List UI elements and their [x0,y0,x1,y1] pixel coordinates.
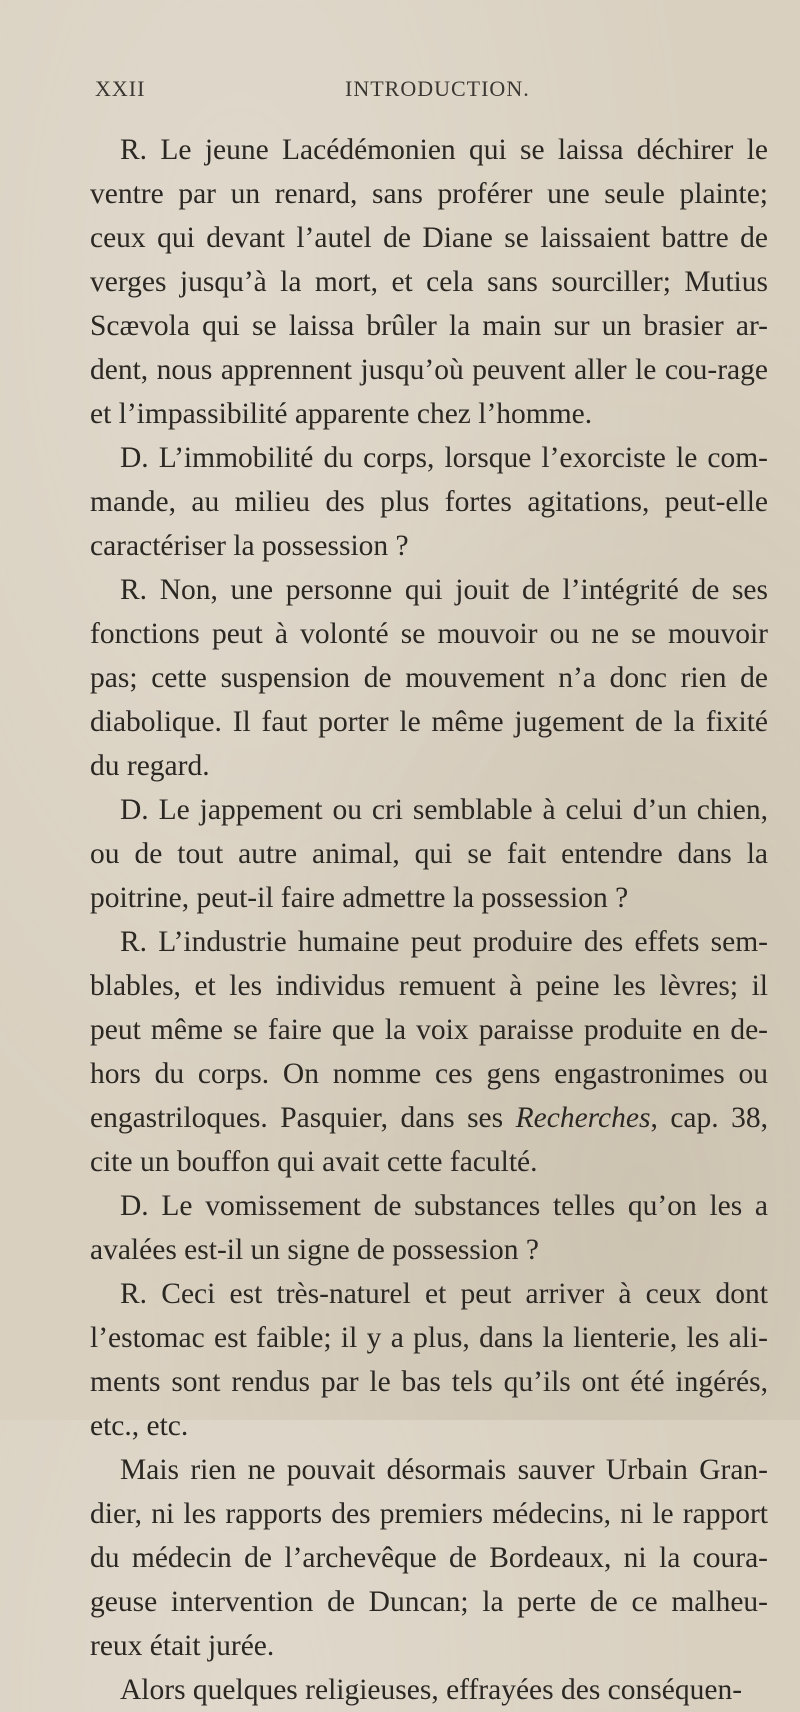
paragraph-text: Le jeune Lacédémonien qui se laissa déchirer le ventre par un renard, sans proférer une seule plainte; ceux qui devant l’autel de Diane se laissaient battre de verges jusqu’à la mort, et cela sans sourciller; Mutius Scævola qui se laissa brûler la main sur un brasier ar-dent, nous apprennent jusqu’où peuvent aller le cou-rage et l’impassibilité apparente chez l’homme. [90,134,768,430]
paragraph-text: L’immobilité du corps, lorsque l’exorciste le com-mande, au milieu des plus fortes agitations, peut-elle caractériser la possession ? [90,442,769,562]
paragraph-narrative-1 [90,1448,768,1668]
book-title-recherches: Recherches [515,1102,651,1134]
paragraph-text: Alors quelques religieuses, effrayées des conséquen- [120,1674,743,1706]
paragraph-text: Ceci est très-naturel et peut arriver à ceux dont l’estomac est faible; il y a plus, dans la lienterie, les ali-ments sont rendus par le bas tels qu’ils ont été ingérés, etc., etc. [90,1278,769,1442]
paragraph-text: Le vomissement de substances telles qu’on les a avalées est-il un signe de possession ? [90,1190,769,1266]
speaker-label: D. [120,794,149,826]
paragraph-text: Non, une personne qui jouit de l’intégrité de ses fonctions peut à volonté se mouvoir ou ne se mouvoir pas; cette suspension de mouvement n’a donc rien de diabolique. Il faut porter le même jugement de la fixité du regard. [90,574,769,782]
paragraph-answer-4 [90,1272,768,1448]
paragraph-question-1 [90,436,768,568]
speaker-label: D. [120,1190,149,1222]
page-number: XXII [95,76,146,101]
paragraph-answer-1 [90,128,768,436]
body-text [90,128,768,1712]
paragraph-narrative-2 [90,1668,768,1712]
speaker-label: R. [120,926,148,958]
running-title: INTRODUCTION. [345,76,530,101]
running-head [95,76,745,116]
speaker-label: D. [120,442,149,474]
speaker-label: R. [120,574,148,606]
paragraph-text-after: , cap. 38, cite un bouffon qui avait cette faculté. [90,1102,769,1178]
speaker-label: R. [120,134,148,166]
paragraph-question-3 [90,1184,768,1272]
paragraph-answer-3 [90,920,768,1184]
speaker-label: R. [120,1278,148,1310]
paragraph-question-2 [90,788,768,920]
paragraph-text: Mais rien ne pouvait désormais sauver Urbain Gran-dier, ni les rapports des premiers médecins, ni le rapport du médecin de l’archevêque de Bordeaux, ni la coura-geuse intervention de Duncan; la perte de ce malheu-reux était jurée. [90,1454,768,1662]
paragraph-text: Le jappement ou cri semblable à celui d’un chien, ou de tout autre animal, qui se fait entendre dans la poitrine, peut-il faire admettre la possession ? [90,794,769,914]
paragraph-text-before: L’industrie humaine peut produire des effets sem-blables, et les individus remuent à peine les lèvres; il peut même se faire que la voix paraisse produite en de-hors du corps. On nomme ces gens engastronimes ou engastriloques. Pasquier, dans ses [90,926,768,1134]
paragraph-answer-2 [90,568,768,788]
